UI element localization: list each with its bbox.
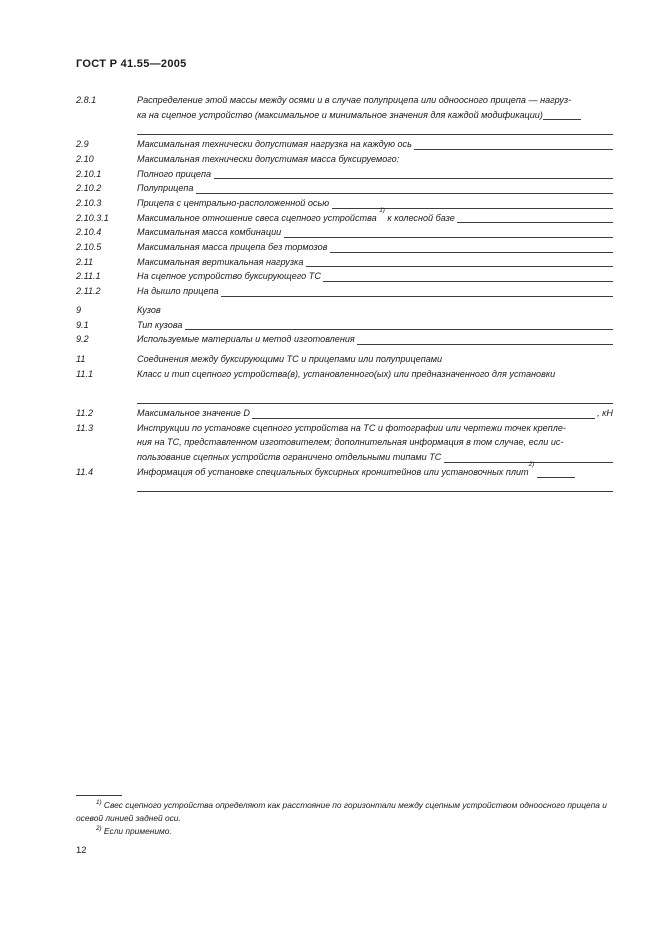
item-number: 2.9 (76, 139, 89, 150)
item-number: 2.8.1 (76, 95, 97, 105)
item-text: Максимальная масса прицепа без тормозов (137, 242, 330, 253)
item-text: Класс и тип сцепного устройства(в), установленного(ых) или предназначенного для установки (137, 368, 556, 379)
blank-fill-line (537, 465, 575, 478)
item-line (137, 225, 613, 240)
blank-fill-line (414, 137, 613, 150)
item-line (137, 460, 613, 480)
form-item-2.10.5 (76, 240, 613, 255)
item-number: 11.3 (76, 422, 94, 433)
item-number: 2.10.5 (76, 242, 102, 253)
item-body (137, 460, 613, 494)
form-item-11.3 (76, 421, 613, 465)
item-number: 11.2 (76, 408, 94, 419)
item-text: Кузов (137, 304, 161, 315)
form-item-9.1 (76, 318, 613, 333)
form-item-2.11.2 (76, 284, 613, 299)
document-header: ГОСТ Р 41.55—2005 (76, 58, 187, 70)
footnote-2-marker: 2) (96, 825, 102, 832)
item-text: к колесной базе (384, 212, 458, 223)
form-item-2.11 (76, 255, 613, 270)
item-body (137, 93, 613, 137)
item-number: 2.11.2 (76, 286, 101, 297)
form-item-9 (76, 303, 613, 318)
blank-fill-line (457, 211, 613, 224)
item-text: Прицепа с центрально-расположенной осью (137, 197, 332, 208)
item-line (137, 284, 613, 299)
item-body (137, 406, 613, 421)
item-body (137, 152, 613, 167)
item-body (137, 367, 613, 406)
item-text: Информация об установке специальных буксирных кронштейнов или установочных плит (137, 466, 529, 477)
item-text: ния на ТС, представленном изготовителем; дополнительная информация в том случае, если ис- (137, 437, 564, 448)
item-line (137, 108, 613, 123)
item-number: 11.4 (76, 466, 94, 477)
item-line (137, 450, 613, 465)
item-body (137, 284, 613, 299)
item-line (137, 255, 613, 270)
item-number: 2.11.1 (76, 271, 101, 282)
item-line (137, 318, 613, 333)
item-number: 11 (76, 353, 86, 364)
item-text: Максимальная технически допустимая нагрузка на каждую ось (137, 139, 415, 150)
item-body (137, 421, 613, 465)
item-body (137, 225, 613, 240)
form-item-2.9 (76, 137, 613, 152)
item-line (137, 480, 613, 495)
item-text: Используемые материалы и метод изготовления (137, 334, 358, 345)
item-body (137, 303, 613, 318)
item-line (137, 206, 613, 226)
item-number: 2.10.3 (76, 197, 102, 208)
form-item-11.4 (76, 460, 613, 494)
footnote-2-text: Если применимо. (101, 826, 172, 836)
item-line (137, 421, 613, 436)
blank-fill-line (221, 284, 613, 297)
item-text: Тип кузова (137, 319, 185, 330)
footnote-1 (76, 799, 613, 825)
item-line (137, 152, 613, 167)
item-line (137, 269, 613, 284)
item-text: Максимальное значение D (137, 408, 253, 419)
blank-fill-line (196, 181, 613, 194)
form-item-2.8.1 (76, 93, 613, 137)
form-item-2.10.2 (76, 181, 613, 196)
form-item-2.10.3.1 (76, 206, 613, 226)
item-number: 9.1 (76, 319, 89, 330)
item-text: Распределение этой массы между осями и в случае полуприцепа или одноосного прицепа — нагруз- (137, 95, 572, 105)
page-number: 12 (76, 845, 87, 856)
item-text: Максимальная технически допустимая масса буксируемого: (137, 153, 400, 164)
item-text: Максимальное отношение свеса сцепного устройства (137, 212, 380, 223)
form-item-2.10.3 (76, 196, 613, 211)
blank-fill-line (357, 332, 613, 345)
item-body (137, 181, 613, 196)
item-line (137, 352, 613, 367)
form-item-2.10.1 (76, 167, 613, 182)
item-text: Полного прицепа (137, 168, 214, 179)
footnote-1-marker: 1) (96, 799, 102, 806)
blank-fill-line (306, 255, 613, 268)
item-text: пользование сцепных устройств ограничено отдельными типами ТС (137, 452, 444, 463)
form-items-list (76, 93, 613, 494)
item-text: ка на сцепное устройство (максимальное и минимальное значения для каждой модификации) (137, 109, 543, 120)
item-text: Инструкции по установке сцепного устройства на ТС и фотографии или чертежи точек крепле- (137, 422, 566, 433)
item-number: 2.10.3.1 (76, 212, 109, 223)
item-number: 2.10.1 (76, 168, 102, 179)
item-body (137, 167, 613, 182)
form-item-9.2 (76, 332, 613, 347)
item-line (137, 406, 613, 421)
item-body (137, 332, 613, 347)
item-body (137, 318, 613, 333)
item-line (137, 240, 613, 255)
form-item-11.1 (76, 367, 613, 406)
item-number: 2.11 (76, 256, 94, 267)
item-line (137, 167, 613, 182)
item-text: Соединения между буксирующими ТС и прицепами или полуприцепами (137, 353, 443, 364)
footnotes-block (76, 795, 613, 838)
form-item-2.11.1 (76, 269, 613, 284)
item-line (137, 435, 613, 450)
footnote-1-text: Свес сцепного устройства определяют как расстояние по горизонтали между сцепным устройством одноосного прицепа и осевой линией задней оси. (76, 800, 607, 823)
item-text: Максимальная масса комбинации (137, 227, 284, 238)
blank-fill-line (252, 406, 594, 419)
item-number: 9.2 (76, 334, 89, 345)
item-line (137, 122, 613, 137)
blank-fill-line (332, 196, 613, 209)
blank-fill-line (214, 167, 613, 180)
item-line (137, 391, 613, 406)
form-item-2.10 (76, 152, 613, 167)
blank-fill-line (330, 240, 613, 253)
item-line (137, 196, 613, 211)
item-line (137, 367, 613, 382)
item-number: 2.10 (76, 153, 94, 164)
blank-fill-line (137, 122, 613, 135)
item-text: На дышло прицепа (137, 286, 222, 297)
blank-fill-line (137, 480, 613, 493)
item-text: Максимальная вертикальная нагрузка (137, 256, 306, 267)
item-line (137, 137, 613, 152)
blank-fill-line (284, 225, 613, 238)
superscript-footnote-ref: 2) (528, 460, 535, 468)
item-unit-suffix: , кН (594, 408, 613, 419)
item-line (137, 181, 613, 196)
item-line (137, 93, 613, 108)
footnote-separator-rule (76, 795, 122, 796)
item-body (137, 269, 613, 284)
item-line (137, 303, 613, 318)
superscript-footnote-ref: 1) (379, 206, 385, 214)
blank-fill-line (323, 269, 613, 282)
blank-fill-line (185, 318, 613, 331)
footnote-2 (76, 825, 613, 838)
item-body (137, 352, 613, 367)
item-body (137, 206, 613, 226)
item-text: Полуприцепа (137, 183, 196, 194)
form-item-11.2 (76, 406, 613, 421)
item-body (137, 196, 613, 211)
item-text: На сцепное устройство буксирующего ТС (137, 271, 324, 282)
item-number: 9 (76, 304, 82, 315)
item-number: 2.10.2 (76, 183, 102, 194)
form-item-11 (76, 352, 613, 367)
blank-fill-line (137, 391, 613, 404)
item-line (137, 332, 613, 347)
blank-fill-line (543, 108, 581, 121)
item-number: 2.10.4 (76, 227, 102, 238)
item-number: 11.1 (76, 368, 94, 379)
item-body (137, 240, 613, 255)
form-item-2.10.4 (76, 225, 613, 240)
item-body (137, 137, 613, 152)
item-body (137, 255, 613, 270)
